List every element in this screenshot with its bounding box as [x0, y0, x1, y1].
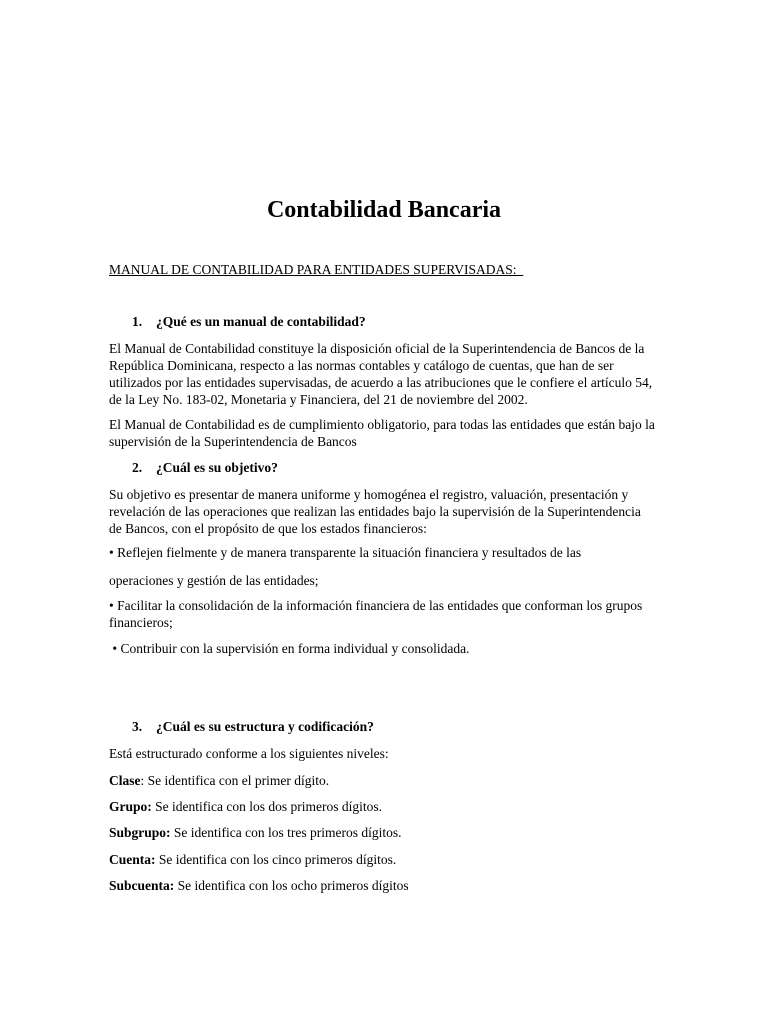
- level-term: Clase: [109, 773, 141, 788]
- level-cuenta: [109, 851, 396, 869]
- level-subgrupo: [109, 824, 402, 842]
- level-term: Cuenta:: [109, 852, 156, 867]
- question-text: ¿Qué es un manual de contabilidad?: [156, 314, 366, 329]
- level-description: Se identifica con los dos primeros dígitos.: [151, 799, 382, 814]
- question-text: ¿Cuál es su estructura y codificación?: [156, 719, 374, 734]
- level-description: Se identifica con los tres primeros dígitos.: [170, 825, 402, 840]
- question-2-heading: [132, 459, 278, 477]
- question-number: 2.: [132, 460, 143, 475]
- level-subcuenta: [109, 877, 409, 895]
- manual-subtitle: MANUAL DE CONTABILIDAD PARA ENTIDADES SUPERVISADAS:: [109, 262, 524, 277]
- bullet-3: • Contribuir con la supervisión en forma individual y consolidada.: [109, 641, 470, 656]
- level-description: Se identifica con los cinco primeros dígitos.: [155, 852, 397, 867]
- question-text: ¿Cuál es su objetivo?: [156, 460, 278, 475]
- question-1-heading: [132, 313, 366, 331]
- bullet-2: • Facilitar la consolidación de la información financiera de las entidades que conforman los grupos financieros;: [109, 598, 643, 630]
- question-number: 3.: [132, 719, 143, 734]
- level-clase: [109, 772, 329, 790]
- level-grupo: [109, 798, 382, 816]
- question-number: 1.: [132, 314, 143, 329]
- level-term: Grupo:: [109, 799, 152, 814]
- question-3-heading: [132, 718, 374, 736]
- question-1-paragraph-2: El Manual de Contabilidad es de cumplimiento obligatorio, para todas las entidades que están bajo la supervisión de la Superintendencia de Bancos: [109, 417, 655, 449]
- level-term: Subgrupo:: [109, 825, 171, 840]
- level-description: : Se identifica con el primer dígito.: [140, 773, 330, 788]
- bullet-1-line-2: operaciones y gestión de las entidades;: [109, 573, 319, 588]
- question-2-paragraph: Su objetivo es presentar de manera uniforme y homogénea el registro, valuación, presentación y revelación de las operaciones que realizan las entidades bajo la supervisión de la Superintendencia de Bancos, con el propósito de que los estados financieros:: [109, 487, 641, 536]
- level-description: Se identifica con los ocho primeros dígitos: [174, 878, 409, 893]
- question-3-intro: Está estructurado conforme a los siguientes niveles:: [109, 746, 389, 761]
- level-term: Subcuenta:: [109, 878, 175, 893]
- document-title: Contabilidad Bancaria: [266, 197, 502, 223]
- bullet-1-line-1: • Reflejen fielmente y de manera transparente la situación financiera y resultados de las: [109, 545, 582, 560]
- question-1-paragraph-1: El Manual de Contabilidad constituye la disposición oficial de la Superintendencia de Bancos de la República Dominicana, respecto a las normas contables y catálogo de cuentas, que han de ser utilizados por las entidades supervisadas, de acuerdo a las atribuciones que le confiere el artículo 54, de la Ley No. 183-02, Monetaria y Financiera, del 21 de noviembre del 2002.: [109, 341, 653, 407]
